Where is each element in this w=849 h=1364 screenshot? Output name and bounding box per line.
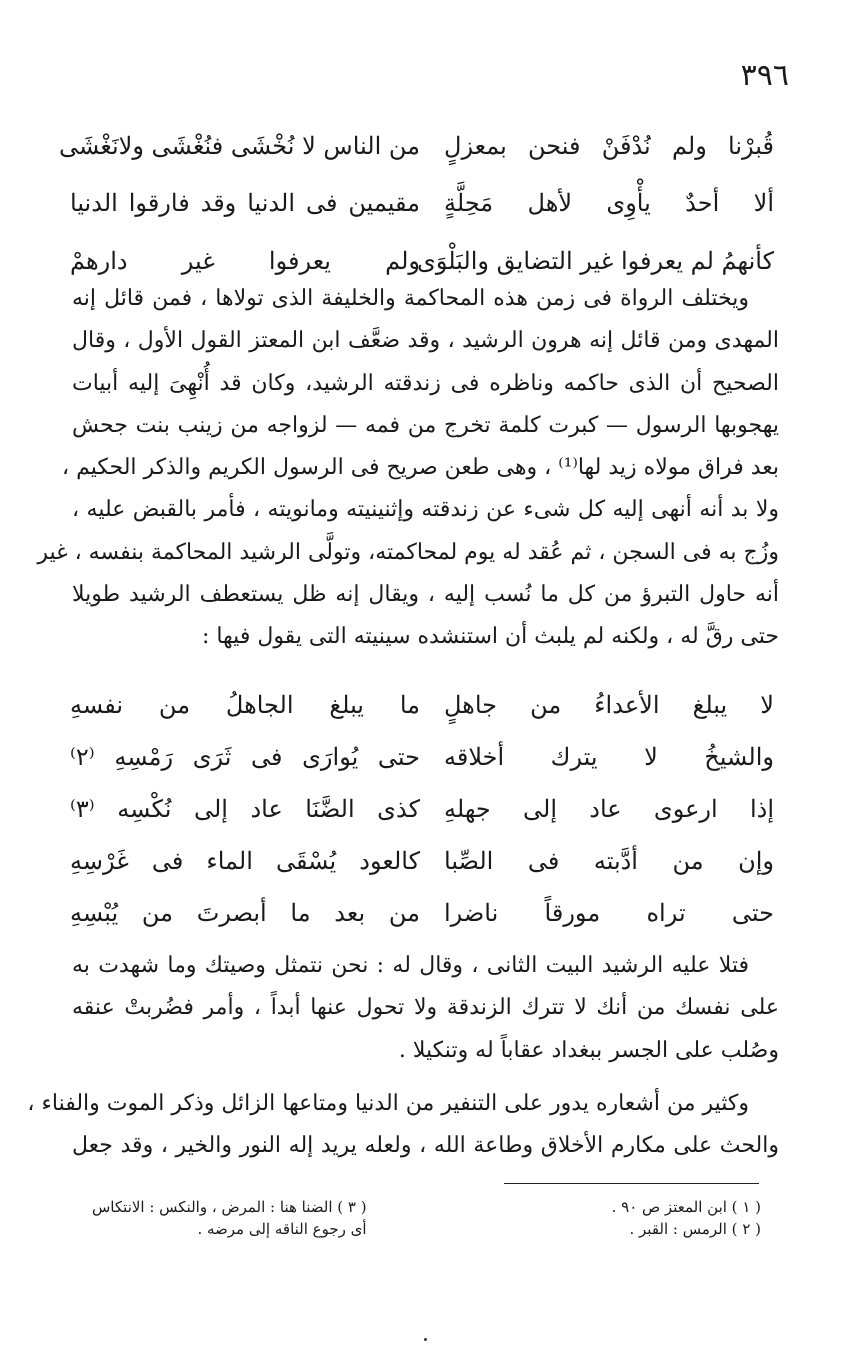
text-line: المهدى ومن قائل إنه هرون الرشيد ، وقد ضعَّف ابن المعتز القول الأول ، وقال: [72, 328, 779, 354]
verse-hemistich-first: والشيخُ لا يترك أخلاقه: [444, 743, 774, 771]
verse-hemistich-first: قُبرْنا ولم نُدْفَنْ فنحن بمعزلٍ: [444, 132, 774, 160]
footnotes-right-column: [612, 1196, 761, 1240]
verse-hemistich-second: من الناس لا نُخْشَى فنُغْشَى ولانَغْشَى: [58, 132, 420, 160]
text-line: وصُلب على الجسر ببغداد عقاباً له وتنكيلا .: [398, 1037, 779, 1063]
text-line: وكثير من أشعاره يدور على التنفير من الدنيا ومتاعها الزائل وذكر الموت والفناء ،: [27, 1091, 749, 1116]
paragraph-2: [72, 945, 779, 1072]
verse-hemistich-first: وإن من أدَّبته فى الصِّبا: [444, 847, 774, 875]
footnotes-left-column: [92, 1196, 367, 1240]
paragraph-3: [27, 1083, 779, 1168]
text-line: حتى رقَّ له ، ولكنه لم يلبث أن استنشده سينيته التى يقول فيها :: [201, 624, 779, 650]
poem2-verse-2: [0, 732, 849, 782]
poem1-verse-2: [0, 178, 849, 228]
text-line: الصحيح أن الذى حاكمه وناظره فى زندقته الرشيد، وكان قد أُنْهِىَ إليه أبيات: [72, 370, 779, 396]
verse-hemistich-second: حتى يُوارَى فى ثَرَى رَمْسِهِ ⁽٢⁾: [70, 743, 420, 771]
text-line: يهجوبها الرسول — كبرت كلمة تخرج من فمه — لزواجه من زينب بنت جحش: [72, 412, 779, 438]
footnote-3: ( ٣ ) الضنا هنا : المرض ، والنكس : الانتكاس: [92, 1198, 367, 1216]
verse-hemistich-second: مقيمين فى الدنيا وقد فارقوا الدنيا: [70, 189, 420, 217]
verse-hemistich-first: حتى تراه مورقاً ناضرا: [444, 899, 774, 927]
verse-hemistich-second: ما يبلغ الجاهلُ من نفسهِ: [70, 691, 420, 719]
poem1-verse-1: [0, 121, 849, 171]
text-line: بعد فراق مولاه زيد لها⁽¹⁾ ، وهى طعن صريح فى الرسول الكريم والذكر الحكيم ،: [61, 455, 779, 481]
page-number: ٣٩٦: [740, 58, 789, 93]
text-line: ويختلف الرواة فى زمن هذه المحاكمة والخليفة الذى تولاها ، فمن قائل إنه: [72, 286, 749, 311]
poem2-verse-4: [0, 836, 849, 886]
text-line: أنه حاول التبرؤ من كل ما نُسب إليه ، ويقال إنه ظل يستعطف الرشيد طويلا: [72, 582, 779, 608]
verse-hemistich-second: ولم يعرفوا غير دارهمْ: [70, 247, 420, 275]
verse-hemistich-first: كأنهمُ لم يعرفوا غير التضايق والبَلْوَى: [417, 247, 774, 275]
text-line: فتلا عليه الرشيد البيت الثانى ، وقال له : نحن نتمثل وصيتك وما شهدت به: [72, 953, 749, 978]
footnote-1: ( ١ ) ابن المعتز ص ٩٠ .: [611, 1198, 761, 1216]
verse-hemistich-first: لا يبلغ الأعداءُ من جاهلٍ: [444, 691, 774, 719]
poem2-verse-3: [0, 784, 849, 834]
footnote-3-continuation: أى رجوع الناقه إلى مرضه .: [197, 1220, 367, 1238]
verse-hemistich-first: إذا ارعوى عاد إلى جهلهِ: [444, 795, 774, 823]
text-line: وزُج به فى السجن ، ثم عُقد له يوم لمحاكمته، وتولَّى الرشيد المحاكمة بنفسه ، غير: [37, 539, 779, 565]
footnote-divider: [504, 1183, 759, 1184]
footnote-2: ( ٢ ) الرمس : القبر .: [629, 1220, 761, 1238]
verse-hemistich-second: من بعد ما أبصرتَ من يُبْسِهِ: [70, 899, 420, 927]
text-line: على نفسك من أنك لا تترك الزندقة ولا تحول عنها أبداً ، وأمر فضُربتْ عنقه: [72, 995, 779, 1021]
text-line: ولا بد أنه أنهى إليه كل شىء عن زندقته وإثنينيته ومانويته ، فأمر بالقبض عليه ،: [72, 497, 779, 523]
verse-hemistich-second: كذى الضَّنَا عاد إلى نُكْسِه ⁽٣⁾: [70, 795, 420, 823]
poem2-verse-5: [0, 888, 849, 938]
text-line: والحث على مكارم الأخلاق وطاعة الله ، ولعله يريد إله النور والخير ، وقد جعل: [72, 1133, 779, 1159]
poem2-verse-1: [0, 680, 849, 730]
print-mark: [424, 1338, 427, 1341]
verse-hemistich-second: كالعود يُسْقَى الماء فى غَرْسِهِ: [70, 847, 420, 875]
paragraph-1: [37, 278, 779, 659]
verse-hemistich-first: ألا أحدٌ يأْوِى لأهل مَحِلَّةٍ: [444, 189, 774, 217]
